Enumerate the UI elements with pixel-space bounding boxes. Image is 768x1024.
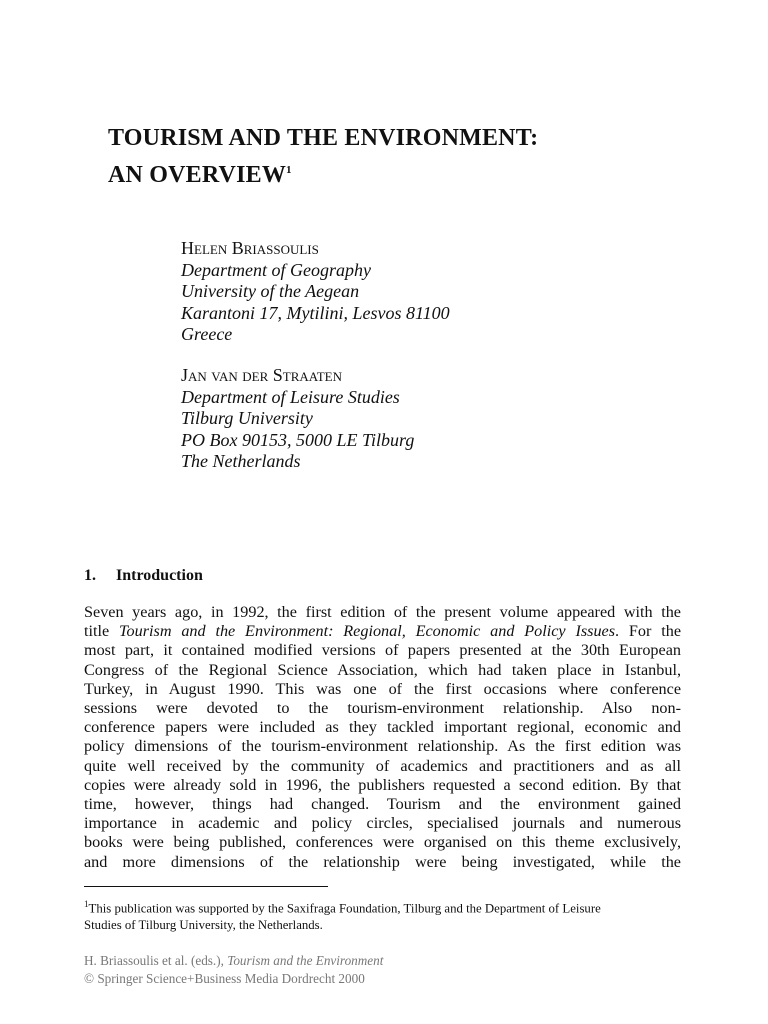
publisher-credit bbox=[84, 952, 383, 988]
author-name: Helen Briassoulis bbox=[181, 238, 319, 258]
body-line: time, however, things had changed. Tourism and the environment gained bbox=[84, 795, 681, 814]
body-line: Seven years ago, in 1992, the first edition of the present volume appeared with the bbox=[84, 603, 681, 621]
section-number: 1. bbox=[84, 567, 96, 584]
title-line-2: AN OVERVIEW bbox=[108, 162, 287, 188]
author-name: Jan van der Straaten bbox=[181, 365, 342, 385]
footnote-text-line-1: This publication was supported by the Saxifraga Foundation, Tilburg and the Department of Leisure bbox=[88, 901, 601, 916]
body-line: importance in academic and policy circles, specialised journals and numerous bbox=[84, 814, 681, 833]
body-line: policy dimensions of the tourism-environment relationship. As the first edition was bbox=[84, 737, 681, 756]
body-line: and more dimensions of the relationship were being investigated, while the bbox=[84, 852, 681, 871]
title-footnote-marker[interactable]: 1 bbox=[286, 164, 292, 176]
author-country: The Netherlands bbox=[181, 451, 301, 471]
body-line-suffix: . For the bbox=[615, 622, 682, 641]
author-block-2 bbox=[181, 365, 414, 473]
author-address: PO Box 90153, 5000 LE Tilburg bbox=[181, 429, 415, 450]
footnote-text-line-2: Studies of Tilburg University, the Netherlands. bbox=[84, 918, 323, 933]
body-line: copies were already sold in 1996, the publishers requested a second edition. By that bbox=[84, 775, 681, 794]
body-paragraph bbox=[84, 603, 681, 872]
cited-book-title: Tourism and the Environment: Regional, Economic and Policy Issues bbox=[119, 622, 616, 641]
footnote-marker: 1 bbox=[84, 899, 89, 909]
credit-copyright: © Springer Science+Business Media Dordrecht 2000 bbox=[84, 971, 365, 986]
credit-book-title: Tourism and the Environment bbox=[227, 953, 384, 968]
author-department: Department of Geography bbox=[181, 259, 371, 280]
body-line-with-title bbox=[84, 622, 681, 641]
author-institution: Tilburg University bbox=[181, 408, 313, 428]
footnote bbox=[84, 896, 684, 934]
body-line: conference papers were included as they tackled important regional, economic and bbox=[84, 718, 681, 737]
body-line: sessions were devoted to the tourism-environment relationship. Also non- bbox=[84, 699, 681, 718]
body-line: most part, it contained modified versions of papers presented at the 30th European bbox=[84, 641, 681, 660]
body-line: Congress of the Regional Science Association, which had taken place in Istanbul, bbox=[84, 660, 681, 679]
body-line: books were being published, conferences were organised on this theme exclusively, bbox=[84, 833, 681, 852]
paper-title bbox=[108, 122, 538, 191]
author-country: Greece bbox=[181, 324, 233, 344]
author-block-1 bbox=[181, 238, 450, 346]
credit-editors: H. Briassoulis et al. (eds.), bbox=[84, 953, 228, 968]
footnote-divider bbox=[84, 886, 328, 887]
author-institution: University of the Aegean bbox=[181, 281, 360, 301]
body-line: quite well received by the community of academics and practitioners and as all bbox=[84, 756, 681, 775]
section-title: Introduction bbox=[116, 567, 203, 584]
title-line-1: TOURISM AND THE ENVIRONMENT: bbox=[108, 125, 539, 151]
body-line: Turkey, in August 1990. This was one of the first occasions where conference bbox=[84, 679, 681, 698]
author-address: Karantoni 17, Mytilini, Lesvos 81100 bbox=[181, 302, 450, 323]
section-heading bbox=[84, 566, 203, 586]
body-line-prefix: title bbox=[84, 622, 120, 641]
author-department: Department of Leisure Studies bbox=[181, 386, 400, 407]
